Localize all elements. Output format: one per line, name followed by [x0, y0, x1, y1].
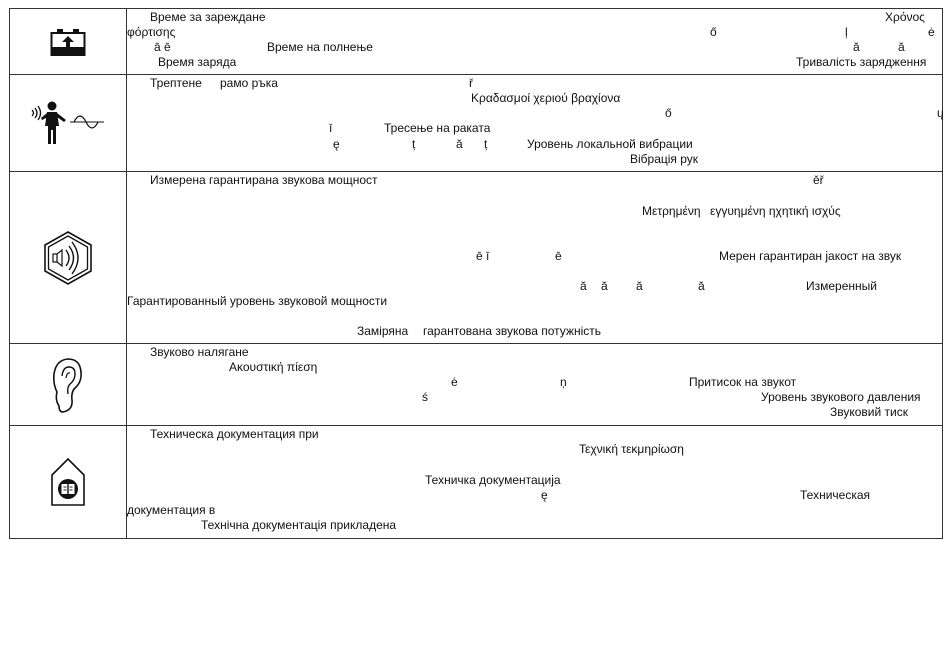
- text-bg: Измерена гарантирана звукова мощност: [150, 173, 378, 187]
- text-fragment: ă: [580, 279, 587, 293]
- text-el: Μετρημένη: [642, 204, 701, 218]
- text-el: Ακουστική πίεση: [229, 360, 318, 374]
- text-ru: Время заряда: [158, 55, 237, 69]
- text-ru-cont: Гарантированный уровень звуковой мощности: [127, 294, 388, 308]
- text-fragment: ė: [928, 25, 935, 39]
- text-bg: Техническа документация при: [150, 427, 319, 441]
- text-ru: Уровень локальной вибрации: [527, 137, 693, 151]
- text-cell: [127, 172, 942, 343]
- text-fragment: ņ: [560, 375, 567, 389]
- text-fragment: ă: [853, 40, 860, 54]
- ear-sound-pressure-icon: [51, 356, 85, 414]
- text-mk: Техничка документација: [425, 473, 561, 487]
- text-cell: [127, 75, 942, 171]
- text-bg: Звуково налягане: [150, 345, 249, 359]
- text-fragment: ā ē: [154, 40, 171, 54]
- text-fragment: ă: [698, 279, 705, 293]
- text-fragment: ă: [601, 279, 608, 293]
- text-fragment: ś: [422, 390, 428, 404]
- icon-cell: [10, 9, 127, 74]
- text-fragment: ė: [451, 375, 458, 389]
- text-bg: Време за зареждане: [150, 10, 266, 24]
- text-uk: Вібрація рук: [630, 152, 699, 166]
- text-cell: [127, 9, 942, 74]
- text-mk: Притисок на звукот: [689, 375, 797, 389]
- table-row: [10, 426, 942, 538]
- text-fragment: ă: [636, 279, 643, 293]
- text-fragment: ī: [329, 121, 333, 135]
- text-fragment: ę: [541, 488, 548, 502]
- text-fragment: ē: [555, 249, 562, 263]
- text-fragment: ų: [937, 106, 944, 120]
- text-ru: Измеренный: [806, 279, 877, 293]
- text-bg: Трептене: [150, 76, 202, 90]
- text-bg-cont: рамо ръка: [220, 76, 278, 90]
- text-cell: [127, 426, 942, 538]
- text-fragment: ěř: [813, 173, 824, 187]
- text-ru: Техническая: [800, 488, 871, 502]
- text-fragment: ř: [469, 76, 473, 90]
- text-mk: Мерен гарантиран јакост на звук: [719, 249, 902, 263]
- text-mk: Тресење на раката: [384, 121, 491, 135]
- text-fragment: ă: [456, 137, 463, 151]
- text-mk: Време на полнење: [267, 40, 373, 54]
- text-uk: Тривалість зарядження: [796, 55, 927, 69]
- sound-power-icon: [42, 230, 94, 286]
- text-fragment: ő: [710, 25, 717, 39]
- battery-charging-icon: [50, 27, 86, 57]
- text-el: Τεχνική τεκμηρίωση: [579, 442, 684, 456]
- table-row: [10, 75, 942, 172]
- table-row: [10, 344, 942, 426]
- text-uk: Заміряна: [357, 324, 409, 338]
- text-fragment: ț: [484, 137, 488, 151]
- text-fragment: ē ī: [476, 249, 490, 263]
- text-fragment: ļ: [845, 25, 848, 39]
- icon-cell: [10, 426, 127, 538]
- icon-cell: [10, 344, 127, 425]
- text-ru: Уровень звукового давления: [761, 390, 921, 404]
- symbols-table: [9, 8, 943, 539]
- icon-cell: [10, 172, 127, 343]
- text-el-cont: εγγυημένη ηχητική ισχύς: [710, 204, 841, 218]
- text-el: Κραδασμοί χεριού βραχίονα: [471, 91, 621, 105]
- table-row: [10, 9, 942, 75]
- text-ru-cont: документация в: [127, 503, 216, 517]
- hand-arm-vibration-icon: [30, 100, 106, 146]
- text-fragment: ă: [898, 40, 905, 54]
- text-cell: [127, 344, 942, 425]
- text-uk-cont: гарантована звукова потужність: [423, 324, 602, 338]
- table-row: [10, 172, 942, 344]
- text-fragment: ț: [412, 137, 416, 151]
- text-fragment: ő: [665, 106, 672, 120]
- technical-documentation-icon: [50, 457, 86, 507]
- text-el: Χρόνος: [885, 10, 925, 24]
- text-uk: Технічна документація прикладена: [201, 518, 397, 532]
- text-el-cont: φόρτισης: [127, 25, 176, 39]
- text-fragment: ę: [333, 137, 340, 151]
- text-uk: Звуковий тиск: [830, 405, 908, 419]
- icon-cell: [10, 75, 127, 171]
